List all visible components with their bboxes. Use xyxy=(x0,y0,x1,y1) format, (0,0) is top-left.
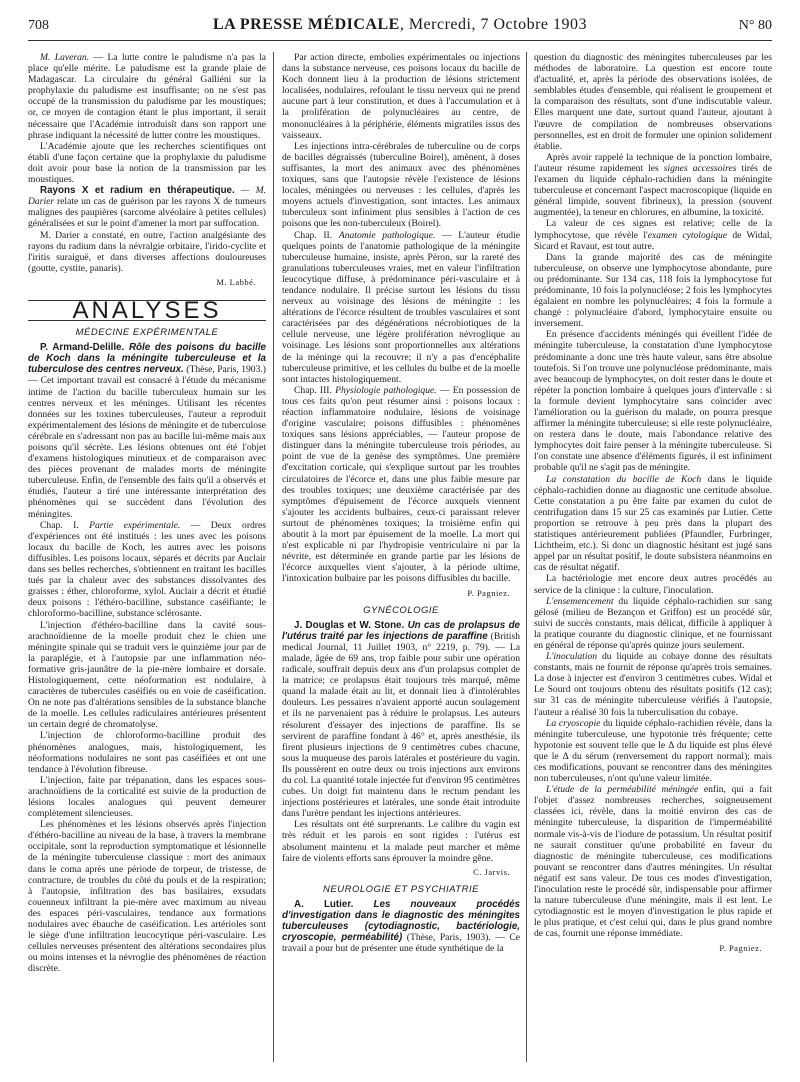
paragraph: L'ensemencement du liquide céphalo-rachidien sur sang gélosé (milieu de Bezançon et Griffon) est un procédé sûr, suivi de succès constants, mais délicat, difficile à appliquer à la pratique courante du diagnostic clinique, et ne fournissant en général de réponse qu'après quinze jours seulement. xyxy=(534,595,772,651)
section-heading: GYNÉCOLOGIE xyxy=(363,604,439,616)
paragraph: L'Académie ajoute que les recherches scientifiques ont établi d'une façon certaine que la prophylaxie du paludisme doit avoir pour base la notion de la transmission par les moustiques. xyxy=(28,140,266,186)
paragraph: Les résultats ont été surprenants. Le calibre du vagin est très réduit et les parois en sont rigides : l'utérus est absolument maintenu et la malade peut marcher et même faire de violents efforts sans éprouver la moindre gêne. xyxy=(282,819,520,864)
issue-number: N° 80 xyxy=(738,18,772,33)
reference-paragraph: A. Lutier. Les nouveaux procédés d'investigation dans le diagnostic des méningites tuberculeuses (cytodiagnostic, bactériologie, cryoscopie, perméabilité) (Thèse, Paris, 1903). — Ce travail a pour but de présenter une étude synthétique de la xyxy=(282,898,520,955)
page-number: 708 xyxy=(28,18,49,33)
signature: P. Pagniez. xyxy=(719,942,762,953)
section-heading: MÉDECINE EXPÉRIMENTALE xyxy=(75,327,219,339)
column-divider xyxy=(273,52,274,1062)
analyses-heading: ANALYSES xyxy=(28,300,266,321)
paragraph: Chap. II. Anatomie pathologique. — L'auteur étudie quelques points de l'anatomie pathologique de la méningite tuberculeuse humaine, insiste, après Péron, sur la rareté des granulations tuberculeuses vraies, met en valeur l'infiltration leucocytique diffuse, à prédominance péri-vasculaire et à tendance nodulaire. Il précise surtout les lésions du tissu nerveux au voisinage des lésions de méningite : les altérations de l'écorce résultent de troubles vasculaires et sont caractérisées par des dégénérations nécrobiotiques de la cellule nerveuse, une légère prolifération névroglique au voisinage. Les lésions sont proportionnelles aux altérations de la méninge qui la recouvre; il n'y a pas d'encéphalite tuberculeuse primitive, et les cellules du bulbe et de la moelle sont intactes histologiquement. xyxy=(282,229,520,385)
speaker-name: M. Laveran. xyxy=(40,52,90,63)
reference-title: Rôle des poisons du bacille de Koch dans la méningite tuberculeuse et la tuberculose des centres nerveux. xyxy=(28,342,266,376)
reference-paragraph: J. Douglas et W. Stone. Un cas de prolapsus de l'utérus traité par les injections de paraffine (British medical Journal, 11 Juillet 1903, n° 2219, p. 79). — La malade, âgée de 69 ans, trop faible pour subir une opération radicale, souffrait depuis deux ans d'un prolapsus complet de la matrice; ce prolapsus était toujours très marqué, même quand la malade était au lit, et donnait lieu à d'intolérables douleurs. Les pessaires n'avaient apporté aucun soulagement et ils ne parvenaient pas à réduire le prolapsus. Les auteurs résolurent d'essayer des injections de paraffine. Ils se servirent de paraffine fondant à 46° et, après anesthésie, ils firent plusieurs injections de 9 centimètres cubes chacune, sous la muqueuse des parois latérales et postérieure du vagin. Ils poussèrent en outre deux ou trois injections aux environs du col. La quantité totale injectée fut d'environ 95 centimètres cubes. Un doigt fut maintenu dans le rectum pendant les injections postérieures et latérales, une sonde était introduite dans l'urètre pendant les injections antérieures. xyxy=(282,619,520,820)
paragraph: L'injection d'éthéro-bacilline dans la cavité sous-arachnoïdienne de la moelle produit chez le chien une méningite spinale qui se traduit vers le quinzième jour par de la paraplégie, et à l'autopsie par une inflammation néo-formative gris-jaunâtre de la pie-mère lombaire et dorsale. Histologiquement, cette néoformation est nodulaire, à caractères de tubercules caséifiés ou en voie de caséification. On ne note pas d'altérations sensibles de la substance blanche de la moelle. Les cellules radiculaires antérieures présentent un certain degré de chromatolyse. xyxy=(28,619,266,731)
signature: C. Jarvis. xyxy=(473,866,510,877)
paragraph: Les injections intra-cérébrales de tuberculine ou de corps de bacilles dégraissés (tuberculine Boirel), amènent, à doses suffisantes, la mort des animaux avec des phénomènes toxiques, sans que l'autopsie révèle l'existence de lésions locales, méningées ou nerveuses : les cellules, d'après les moyens actuels d'investigation, sont intactes. Les animaux tuberculeux sont infiniment plus sensibles à l'action de ces poisons que les non-tuberculeux (Boirel). xyxy=(282,140,520,230)
signature: P. Pagniez. xyxy=(467,587,510,598)
paragraph: question du diagnostic des méningites tuberculeuses par les méthodes de laboratoire. La question est encore toute d'actualité, et, après la période des observations isolées, de semblables études d'ensemble, qui réalisent le groupement et la comparaison des résultats, sont d'une indiscutable valeur. Elles marquent une date, surtout quand l'auteur, ajoutant à l'œuvre de compilation de nombreuses observations personnelles, est en droit de formuler une opinion solidement établie. xyxy=(534,52,772,152)
section-heading: NEUROLOGIE ET PSYCHIATRIE xyxy=(323,883,479,895)
paragraph: L'étude de la perméabilité méningée enfin, qui a fait l'objet d'assez nombreuses recherches, soigneusement classées ici, révèle, dans la moitié environ des cas de méningite tuberculeuse, la disparition de l'imperméabilité normale vis-à-vis de l'iodure de potassium. Un résultat positif ne saurait constituer qu'une probabilité en faveur du diagnostic de méningite tuberculeuse, ces modifications pouvant se rencontrer dans d'autres méningites. Un résultat négatif est sans valeur. De tous ces modes d'investigation, l'inoculation reste le procédé sûr, indispensable pour affirmer la nature tuberculeuse d'une méningite, mais il est lent. Le cytodiagnostic est le moyen d'investigation le plus rapide et le plus pratique, et c'est celui qui, dans le plus grand nombre de cas, fournit une réponse immédiate. xyxy=(534,784,772,940)
column-divider xyxy=(526,52,527,1062)
journal-title-line xyxy=(28,16,772,34)
paragraph: Les phénomènes et les lésions observés après l'injection d'éthéro-bacilline au niveau de la base, à travers la membrane occipitale, sont la reproduction symptomatique et lésionnelle de la méningite tuberculeuse classique : mort des animaux dans le coma après une période de torpeur, de tristesse, de contracture, de troubles du côté du pouls et de la respiration; à l'autopsie, infiltration des bas basilaires, exsudats couenneux infiltrant la pie-mère avec maximum au niveau des espaces péri-vasculaires, tendance aux formations nodulaires avec ébauche de caséification. Les artérioles sont le siège d'une infiltration leucocytique péri-vasculaire. Les cellules nerveuses présentent des altérations secondaires plus ou moins intenses et la névroglie des phénomènes de réaction discrète. xyxy=(28,819,266,975)
paragraph: Rayons X et radium en thérapeutique. — M. Darier relate un cas de guérison par les rayons X de tumeurs malignes des paupières (sarcome alvéolaire à petites cellules) généralisées et sur le point d'amener la mort par suffocation. xyxy=(28,185,266,230)
paragraph: Chap. I. Partie expérimentale. — Deux ordres d'expériences ont été institués : les unes avec les poisons locaux du bacille de Koch, les autres avec les poisons diffusibles. Les poisons locaux, séparés et décrits par Auclair dans ses belles recherches, s'obtiennent en traitant les bacilles tués par la chaleur avec des substances dissolvantes des graisses : éther, chloroforme, xylol. Auclair a décrit et étudié deux poisons : l'éthéro-bacilline, substance caséifiante; le chloroformo-bacilline, substance sclérosante. xyxy=(28,519,266,620)
reference-author: A. Lutier. xyxy=(294,898,354,910)
paragraph: En présence d'accidents méningés qui éveillent l'idée de méningite tuberculeuse, la constatation d'une lymphocytose prédominante a donc une très haute valeur, sans être absolue toutefois. Si l'on trouve une polynucléose prédominante, mais avec beaucoup de lymphocytes, on doit rester dans le doute et répéter la ponction lombaire à quelques jours d'intervalle : si la formule devient lymphocytaire sans coïncider avec l'amélioration ou la guérison du malade, on pourra presque affirmer la méningite tuberculeuse; si elle reste polynucléaire, on restera dans le doute, mais l'abondance relative des lymphocytes doit faire penser à la méningite tuberculeuse. Si l'on constate une absence d'éléments figurés, il est infiniment probable qu'il ne s'agit pas de méningite. xyxy=(534,329,772,474)
issue-date: , Mercredi, 7 Octobre 1903 xyxy=(399,16,587,33)
paragraph: La valeur de ces signes est relative; celle de la lymphocytose, que révèle l'examen cytologique de Widal, Sicard et Ravaut, est tout autre. xyxy=(534,218,772,252)
column-3 xyxy=(534,52,772,1072)
paragraph: Après avoir rappelé la technique de la ponction lombaire, l'auteur résume rapidement les signes accessoires tirés de l'examen du liquide céphalo-rachidien dans la méningite tuberculeuse et concernant l'aspect macroscopique (liquide en général limpide, souvent fibrineux), la pression (souvent augmentée), la teneur en chlorures, en albumine, la toxicité. xyxy=(534,151,772,219)
reference-title: Un cas de prolapsus de l'utérus traité par les injections de paraffine xyxy=(282,619,520,642)
paragraph: La constatation du bacille de Koch dans le liquide céphalo-rachidien donne au diagnostic une certitude absolue. Cette constatation a pu être faite par examen du culot de centrifugation dans 15 sur 25 cas examinés par Lutier. Cette proportion se retrouve à peu près dans la plupart des statistiques antérieurement publiées (Pfaundler, Furbringer, Lichtheim, etc.). Si donc un diagnostic hésitant est jugé sans appel par un résultat positif, le doute subsistera néanmoins en cas de résultat négatif. xyxy=(534,473,772,574)
journal-title: LA PRESSE MÉDICALE xyxy=(213,16,400,33)
page-header xyxy=(28,14,772,36)
paragraph: L'injection, faite par trépanation, dans les espaces sous-arachnoïdiens de la corticalité est suivie de la production de lésions locales analogues qui peuvent demeurer complètement silencieuses. xyxy=(28,774,266,820)
header-rule xyxy=(28,40,772,41)
paragraph: Chap. III. Physiologie pathologique. — En possession de tous ces faits qu'on peut résumer ainsi : poisons locaux : réaction inflammatoire nodulaire, lésions de voisinage d'origine vasculaire; poisons diffusibles : phénomènes toxiques sans lésions appréciables, — l'auteur propose de distinguer dans la méningite tuberculeuse trois périodes, au point de vue de la genèse des symptômes. Une première d'excitation corticale, qui s'explique surtout par les troubles circulatoires de l'écorce et, dans une plus faible mesure par des troubles toxiques; une deuxième caractérisée par des symptômes d'épuisement de l'écorce auxquels viennent s'ajouter les accidents bulbaires, ceux-ci paraissant relever surtout de phénomènes toxiques; la troisième enfin qui aboutit à la mort par épuisement de la moelle. La mort qui n'est explicable ni par l'hydropisie ventriculaire ni par la névrite, est déterminée en grande partie par les lésions de l'écorce auxquelles vient s'ajouter, à la période ultime, l'intoxication bulbaire par les poisons diffusibles du bacille. xyxy=(282,384,520,585)
reference-author: P. Armand-Delille. xyxy=(40,342,125,354)
reference-title: Les nouveaux procédés d'investigation dans le diagnostic des méningites tuberculeuses (cytodiagnostic, bactériologie, cryoscopie, perméabilité) xyxy=(282,898,520,944)
reference-paragraph: P. Armand-Delille. Rôle des poisons du bacille de Koch dans la méningite tuberculeuse et la tuberculose des centres nerveux. (Thèse, Paris, 1903.) — Cet important travail est consacré à l'étude du mécanisme intime de l'action du bacille tuberculeux humain sur les centres nerveux et les méninges. Utilisant les récentes données sur les toxines tuberculeuses, l'auteur a reproduit expérimentalement des lésions de méningite et de tuberculose cérébrale en s'adressant non pas au bacille lui-même mais aux poisons qu'il sécrète. Les lésions obtenues ont été l'objet d'examens histologiques minutieux et de comparaison avec des pièces provenant de malades morts de méningite tuberculeuse. Enfin, de l'ensemble des faits qu'il a observés et étudiés, l'auteur a tiré une intéressante interprétation des phénomènes qui se succèdent dans l'évolution des méningites. xyxy=(28,342,266,520)
paragraph: Dans la grande majorité des cas de méningite tuberculeuse, on observe une lymphocytose abondante, pure ou prédominante. Sur 134 cas, 118 fois la lymphocytose fut prédominante, 10 fois la polynucléose; 2 fois les lymphocytes égalaient en nombre les polynucléaires; 4 fois la formule a changé : polynucléaire d'abord, lymphocytaire ensuite ou inversement. xyxy=(534,251,772,330)
section-heading: Rayons X et radium en thérapeutique. xyxy=(40,185,235,197)
reference-author: J. Douglas et W. Stone. xyxy=(294,619,405,631)
paragraph: Par action directe, embolies expérimentales ou injections dans la substance nerveuse, ces poisons locaux du bacille de Koch donnent lieu à la production de lésions strictement localisées, nodulaires, refoulant le tissu nerveux qui ne prend aucune part à leur constitution, et dues à l'accumulation et à la prolifération de polynucléaires au centre, de mononucléaires à la périphérie, éléments migratiles issus des vaisseaux. xyxy=(282,52,520,141)
column-1 xyxy=(28,52,266,1072)
paragraph: La bactériologie met encore deux autres procédés au service de la clinique : la culture, l'inoculation. xyxy=(534,573,772,596)
paragraph: M. Darier a constaté, en outre, l'action analgésiante des rayons du radium dans la névralgie orbitaire, l'irido-cyclite et l'iritis suraiguë, et dans diverses affections douloureuses (goutte, cystite, panaris). xyxy=(28,229,266,274)
paragraph: L'injection de chloroformo-bacilline produit des phénomènes analogues, mais, histologiquement, les néoformations nodulaires ne sont pas caséifiées et ont une tendance à l'évolution fibreuse. xyxy=(28,730,266,775)
paragraph: L'inoculation du liquide au cobaye donne des résultats constants, mais ne fournit de réponse qu'après trois semaines. La dose à injecter est d'environ 3 centimètres cubes. Widal et Le Sourd ont toujours obtenu des résultats positifs (12 cas); sur 31 cas de méningite tuberculeuse vérifiés à l'autopsie, l'auteur a réalisé 30 fois la tuberculisation du cobaye. xyxy=(534,651,772,718)
paragraph: La cryoscopie du liquide céphalo-rachidien révèle, dans la méningite tuberculeuse, une hypotonie très fréquente; cette hypotonie est souvent telle que le Δ du liquide est plus élevé que le Δ du sérum (renversement du rapport normal); mais ces modifications, pouvant se rencontrer dans des méningites non tuberculeuses, n'ont qu'une valeur limitée. xyxy=(534,717,772,785)
paragraph: M. Laveran. — La lutte contre le paludisme n'a pas la place qu'elle mérite. Le paludisme est la grande plaie de Madagascar. La circulaire du général Galliéni sur la prophylaxie du paludisme est insuffisante; on ne s'est pas occupé de la transmission du paludisme par les moustiques; or, ce moyen de contagion étant le plus important, il serait nécessaire que l'Académie introduisît dans son rapport une phrase indiquant la nécessité de lutter contre les moustiques. xyxy=(28,52,266,141)
signature: M. Labbé. xyxy=(216,276,256,287)
column-2 xyxy=(282,52,520,1072)
